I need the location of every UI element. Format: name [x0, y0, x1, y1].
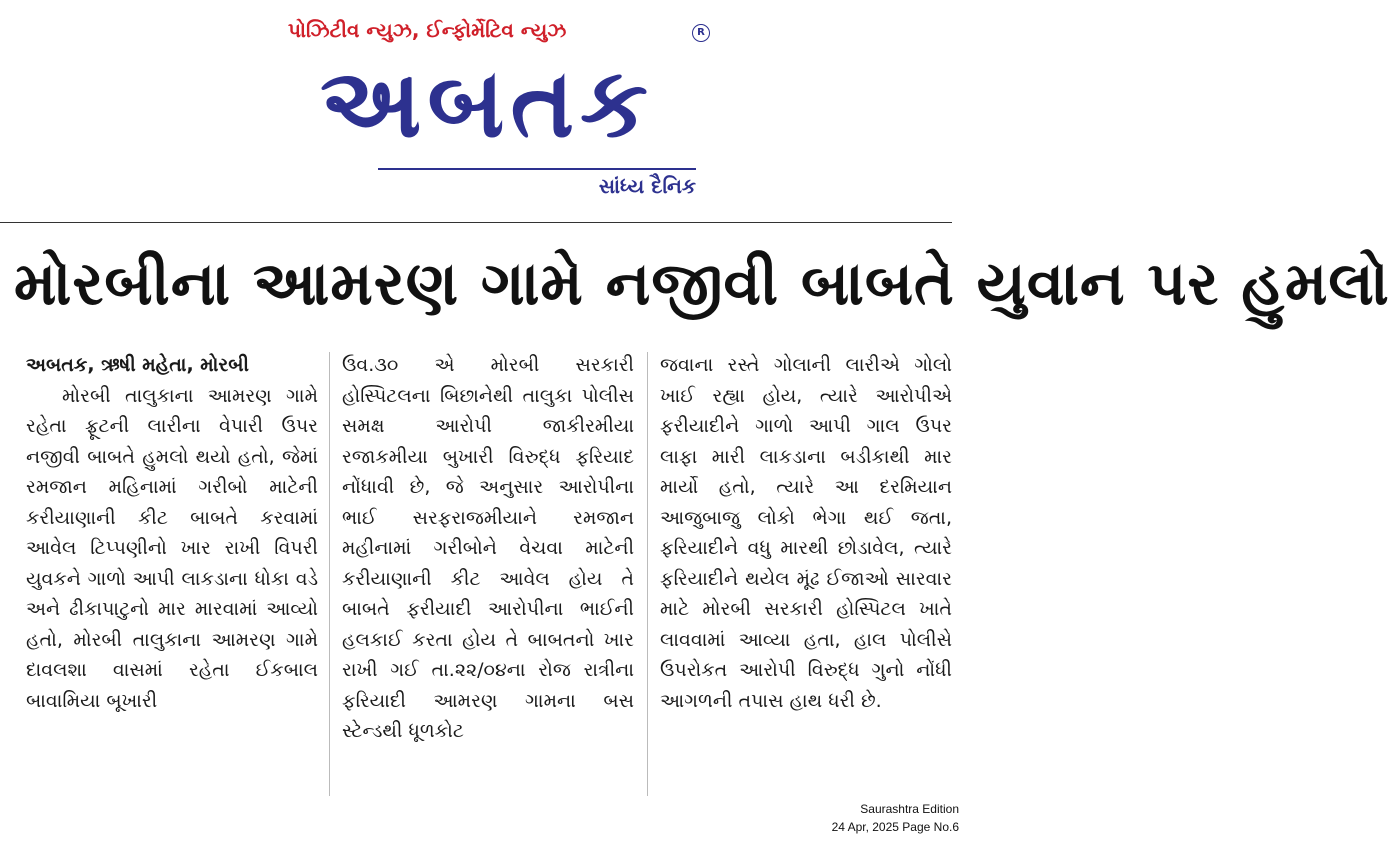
newspaper-logo: અબતક	[320, 47, 654, 159]
masthead	[262, 18, 712, 204]
article-byline: અબતક, ઋષી મહેતા, મોરબી	[26, 354, 249, 376]
column-divider	[647, 352, 648, 796]
edition-type-label: સાંધ્ય દૈનિક	[598, 174, 696, 198]
column-divider	[329, 352, 330, 796]
column-1-text: મોરબી તાલુકાના આમરણ ગામે રહેતા ફ્રૂટની લારીના વેપારી ઉપર નજીવી બાબતે હુમલો થયો હતો, જેમાં રમજાન મહિનામાં ગરીબો માટેની કરીયાણાની કીટ બાબતે કરવામાં આવેલ ટિપ્પણીનો ખાર રાખી વિપરી યુવકને ગાળો આપી લાકડાના ધોકા વડે અને ઢીકાપાટુનો માર મારવામાં આવ્યો હતો, મોરબી તાલુકાના આમરણ ગામે દાવલશા વાસમાં રહેતા ઈકબાલ બાવામિયા બૂખારી	[26, 384, 318, 712]
article-column-1	[26, 350, 318, 800]
article-headline: મોરબીના આમરણ ગામે નજીવી બાબતે યુવાન પર હુમલો	[14, 249, 1390, 319]
article-column-2	[342, 350, 634, 800]
article-column-3	[660, 350, 952, 800]
column-2-text: ઉવ.૩૦ એ મોરબી સરકારી હોસ્પિટલના બિછાનેથી તાલુકા પોલીસ સમક્ષ આરોપી જાકીરમીયા રજાકમીયા બુખારી વિરુદ્ધ ફરિયાદ નોંધાવી છે, જે અનુસાર આરોપીના ભાઈ સરફરાજમીયાને રમજાન મહીનામાં ગરીબોને વેચવા માટેની કરીયાણાની કીટ આવેલ હોય તે બાબતે ફરીયાદી આરોપીના ભાઈની હલકાઈ કરતા હોય તે બાબતનો ખાર રાખી ગઈ તા.૨૨/૦૪ના રોજ રાત્રીના ફરિયાદી આમરણ ગામના બસ સ્ટેન્ડથી ધૂળકોટ	[342, 354, 634, 742]
edition-label: Saurashtra Edition	[860, 802, 959, 816]
masthead-tagline: પોઝિટીવ ન્યુઝ, ઈન્ફોર્મેટિવ ન્યુઝ	[288, 18, 567, 42]
column-3-text: જવાના રસ્તે ગોલાની લારીએ ગોલો ખાઈ રહ્યા હોય, ત્યારે આરોપીએ ફરીયાદીને ગાળો આપી ગાલ ઉપર લાફા મારી લાકડાના બડીકાથી માર માર્યો હતો, ત્યારે આ દરમિયાન આજુબાજુ લોકો ભેગા થઈ જતા, ફરિયાદીને વધુ મારથી છોડાવેલ, ત્યારે ફરિયાદીને થયેલ મૂંઢ ઈજાઓ સારવાર માટે મોરબી સરકારી હોસ્પિટલ ખાતે લાવવામાં આવ્યા હતા, હાલ પોલીસે ઉપરોકત આરોપી વિરુદ્ધ ગુનો નોંધી આગળની તપાસ હાથ ધરી છે.	[660, 354, 952, 712]
date-page-label: 24 Apr, 2025 Page No.6	[831, 820, 959, 834]
logo-underline	[378, 168, 696, 170]
registered-trademark-icon: R	[692, 24, 710, 42]
masthead-divider	[0, 222, 952, 223]
